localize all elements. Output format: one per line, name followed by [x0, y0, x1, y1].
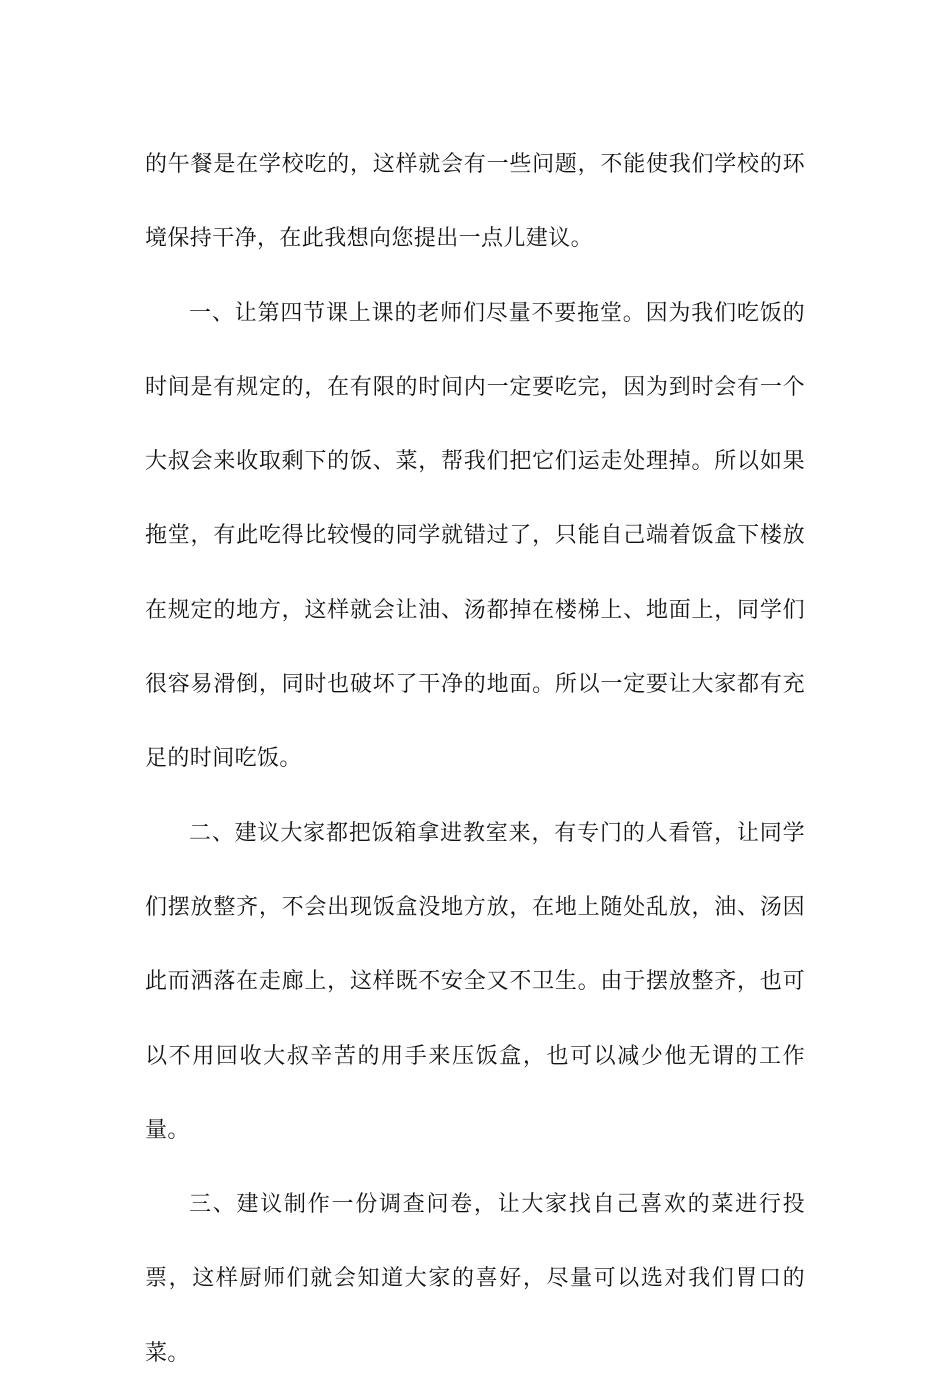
paragraph-suggestion-2: 二、建议大家都把饭箱拿进教室来，有专门的人看管，让同学们摆放整齐，不会出现饭盒没地方放，在地上随处乱放，油、汤因此而洒落在走廊上，这样既不安全又不卫生。由于摆放整齐，也可以不用回收大叔辛苦的用手来压饭盒，也可以减少他无谓的工作量。	[145, 820, 805, 1143]
document-body	[145, 128, 805, 1391]
paragraph-suggestion-1: 一、让第四节课上课的老师们尽量不要拖堂。因为我们吃饭的时间是有规定的，在有限的时间内一定要吃完，因为到时会有一个大叔会来收取剩下的饭、菜，帮我们把它们运走处理掉。所以如果拖堂，有此吃得比较慢的同学就错过了，只能自己端着饭盒下楼放在规定的地方，这样就会让油、汤都掉在楼梯上、地面上，同学们很容易滑倒，同时也破坏了干净的地面。所以一定要让大家都有充足的时间吃饭。	[145, 300, 805, 772]
paragraph-suggestion-3: 三、建议制作一份调查问卷，让大家找自己喜欢的菜进行投票，这样厨师们就会知道大家的喜好，尽量可以选对我们胃口的菜。	[145, 1192, 805, 1366]
paragraph-intro: 的午餐是在学校吃的，这样就会有一些问题，不能使我们学校的环境保持干净，在此我想向您提出一点儿建议。	[145, 152, 805, 252]
